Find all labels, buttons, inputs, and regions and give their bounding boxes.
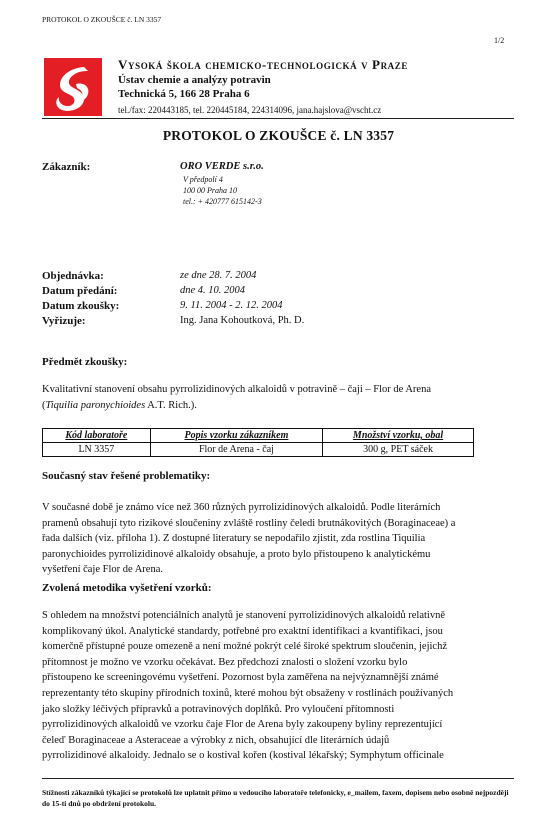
table-header-cell: Kód laboratoře xyxy=(43,429,151,443)
table-header-cell: Popis vzorku zákazníkem xyxy=(150,429,322,443)
paragraph-line: reprezentanty této skupiny přírodních toxinů, které mohou být obsaženy v rostlinách používaných xyxy=(42,687,454,699)
customer-name: ORO VERDE s.r.o. xyxy=(180,161,264,172)
department-name: Ústav chemie a analýzy potravin xyxy=(118,74,271,86)
table-cell: Flor de Arena - čaj xyxy=(150,443,322,457)
institution-contact: tel./fax: 220443185, tel. 220445184, 224314096, jana.hajslova@vscht.cz xyxy=(118,105,382,115)
handover-date-label: Datum předání: xyxy=(42,285,118,297)
complaints-footer: Stížnosti zákazníků týkající se protokolů lze uplatnit přímo u vedoucího laboratoře telefonicky, e_mailem, faxem, dopisem nebo osobně nejpozději do 15-ti dnů po obdržení protokolu. xyxy=(42,788,509,808)
paragraph-line: řada dalších (viz. příloha 1). Z dostupné literatury se nepodařilo zjistit, zda rostlina Tiquilia xyxy=(42,533,426,545)
method-heading: Zvolená metodika vyšetření vzorků: xyxy=(42,582,212,594)
paragraph-line: přistoupeno ke screeningovému vyšetření. Pozornost byla zaměřena na nejvýznamnější známé xyxy=(42,672,439,684)
institution-name: Vysoká škola chemicko-technologická v Praze xyxy=(118,57,408,72)
test-date-value: 9. 11. 2004 - 2. 12. 2004 xyxy=(180,300,283,311)
subject-text: Kvalitativní stanovení obsahu pyrrolizidinových alkaloidů v potravině – čaji – Flor de Arena (Tiquilia paronychioides A.T. Rich.). xyxy=(42,384,431,411)
institution-address: Technická 5, 166 28 Praha 6 xyxy=(118,88,250,100)
table-header-row xyxy=(43,429,474,443)
order-label: Objednávka: xyxy=(42,270,104,282)
subject-heading: Předmět zkoušky: xyxy=(42,356,128,368)
order-value: ze dne 28. 7. 2004 xyxy=(180,270,257,281)
paragraph-line: pyrrolizidinové alkaloidy. Jednalo se o kostival kořen (kostival lékařský; Symphytum officinale xyxy=(42,750,444,762)
customer-street: V předpolí 4 xyxy=(183,175,223,184)
state-heading: Současný stav řešené problematiky: xyxy=(42,470,211,482)
running-header: PROTOKOL O ZKOUŠCE č. LN 3357 xyxy=(42,15,162,24)
state-paragraph xyxy=(42,500,514,578)
paragraph-line: komplikovaný úkol. Analytické standardy, potřebné pro exaktní identifikaci a kvantifikaci, jsou xyxy=(42,625,443,637)
paragraph-line: jako složky léčivých přípravků a potravinových doplňků. Pro vyloučení přítomnosti xyxy=(42,703,395,715)
test-date-label: Datum zkoušky: xyxy=(42,300,120,312)
table-cell: 300 g, PET sáček xyxy=(323,443,474,457)
paragraph-line: vyšetření čaje Flor de Arena. xyxy=(42,564,163,576)
paragraph-line: pyrrolizidinových alkaloidů ve vzorku čaje Flor de Arena byly zakoupeny byliny reprezentující xyxy=(42,719,443,731)
table-cell: LN 3357 xyxy=(43,443,151,457)
handover-date-value: dne 4. 10. 2004 xyxy=(180,285,246,296)
paragraph-line: V současné době je známo více než 360 různých pyrrolizidinových alkaloidů. Podle literárních xyxy=(42,502,441,513)
table-row xyxy=(43,443,474,457)
table-header-cell: Množství vzorku, obal xyxy=(323,429,474,443)
paragraph-line: S ohledem na množství potenciálních analytů je stanovení pyrrolizidinových alkaloidů relativně xyxy=(42,610,445,621)
school-logo-icon xyxy=(44,58,102,116)
method-paragraph xyxy=(42,608,514,764)
customer-city: 100 00 Praha 10 xyxy=(183,186,237,195)
customer-phone: tel.: + 420777 615142-3 xyxy=(183,197,262,206)
sample-table xyxy=(42,428,474,457)
paragraph-line: přítomnost je možno ve vzorku očekávat. Bez předchozí znalosti o složení vzorku bylo xyxy=(42,656,408,668)
customer-label: Zákazník: xyxy=(42,161,91,173)
page-title: PROTOKOL O ZKOUŠCE č. LN 3357 xyxy=(162,128,395,143)
paragraph-line: pramenů obsahují tyto rizikové sloučeniny zvláště rostliny čeledi brutnákovitých (Boraginaceae) a xyxy=(42,517,456,529)
paragraph-line: komerčně přístupné pouze omezeně a není možné pokrýt celé široké spektrum sloučenin, jejichž xyxy=(42,641,447,653)
handled-by-label: Vyřizuje: xyxy=(42,315,86,327)
paragraph-line: paronychioides pyrrolizidinové alkaloidy obsahuje, a proto bylo přistoupeno k analytickému xyxy=(42,548,431,560)
paragraph-line: čeleď Boraginaceae a Asteraceae a výrobky z nich, obsahující dle literárních údajů xyxy=(42,734,390,746)
header-divider xyxy=(42,118,514,119)
handled-by-value: Ing. Jana Kohoutková, Ph. D. xyxy=(180,315,305,326)
footer-divider xyxy=(42,778,514,779)
page-number: 1/2 xyxy=(494,36,505,45)
